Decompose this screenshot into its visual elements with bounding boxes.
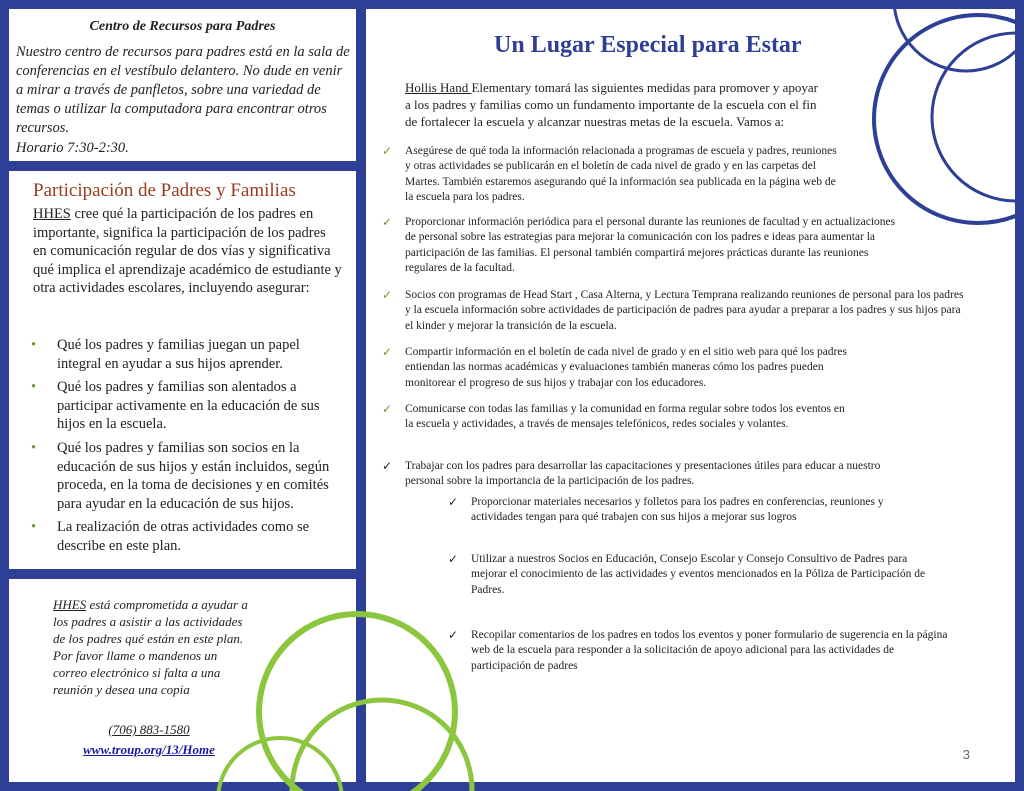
bullet-icon: •	[31, 379, 37, 396]
website-link[interactable]: www.troup.org/13/Home	[83, 742, 215, 757]
list-item	[382, 345, 851, 391]
participation-title: Participación de Padres y Familias	[33, 180, 296, 201]
participation-body	[33, 205, 343, 298]
school-name: Hollis Hand	[405, 80, 472, 95]
check-icon: ✓	[382, 144, 393, 158]
item-text: Socios con programas de Head Start , Casa Alterna, y Lectura Temprana realizando reuniones de personal para los padres y la escuela información sobre actividades de participación de padres para ayudar a preparar a los padres y sus hijos para el kinder y mejorar la transición de la escuela.	[405, 289, 964, 332]
list-item	[382, 288, 965, 334]
right-intro	[405, 79, 820, 130]
check-icon: ✓	[448, 495, 459, 509]
resource-center-hours: Horario 7:30-2:30.	[16, 140, 129, 156]
contact-message: está comprometida a ayudar a los padres a asistir a las actividades de los padres qué están en este plan. Por favor llame o mandenos un correo electrónico si falta a una reunión y desea una copia	[53, 597, 248, 697]
check-icon: ✓	[382, 215, 393, 229]
school-abbrev: HHES	[33, 206, 71, 222]
participation-body-text: cree qué la participación de los padres en importante, significa la participación de los padres en comunicación regular de dos vías y significativa qué implica el aprendizaje académico de estudiante y otra actividades escolares, incluyendo asegurar:	[33, 206, 342, 297]
check-icon: ✓	[448, 552, 459, 566]
bullet-text: Qué los padres y familias juegan un papel integral en ayudar a sus hijos aprender.	[57, 337, 300, 372]
bullet-icon: •	[31, 439, 37, 456]
list-item	[25, 439, 345, 513]
item-text: Proporcionar materiales necesarios y folletos para los padres en conferencias, reuniones y actividades tengan para qué trabajen con sus hijos a mejorar sus logros	[471, 496, 884, 524]
sub-list-item	[448, 495, 911, 526]
check-icon: ✓	[382, 402, 393, 416]
bullet-text: Qué los padres y familias son alentados a participar activamente en la educación de sus hijos en la escuela.	[57, 379, 320, 433]
item-text: Trabajar con los padres para desarrollar las capacitaciones y presentaciones útiles para educar a nuestro personal sobre la importancia de la participación de los padres.	[405, 460, 881, 488]
list-item	[382, 215, 905, 277]
contact-panel	[9, 579, 356, 782]
item-text: Asegúrese de qué toda la información relacionada a programas de escuela y padres, reuniones y otras actividades se publicarán en el boletín de cada nivel de grado y en las carpetas del Martes. También estaremos asegurando qué la información sea publicada en la página web de la escuela para los padres.	[405, 145, 837, 204]
resource-center-panel	[9, 9, 356, 161]
item-text: Comunicarse con todas las familias y la comunidad en forma regular sobre todos los eventos en la escuela y actividades, a través de mensajes telefónicos, redes sociales y volantes.	[405, 403, 845, 431]
contact-text	[53, 596, 253, 698]
list-item	[382, 144, 845, 206]
school-abbrev: HHES	[53, 597, 87, 612]
sub-list-item	[448, 552, 931, 598]
item-text: Compartir información en el boletín de cada nivel de grado y en el sitio web para qué los padres entiendan las normas académicas y evaluaciones también maneras cómo los padres pueden monitorear el progreso de sus hijos y trabajar con los educadores.	[405, 346, 847, 389]
list-item	[382, 459, 905, 490]
check-icon: ✓	[382, 345, 393, 359]
item-text: Proporcionar información periódica para el personal durante las reuniones de facultad y en actualizaciones de personal sobre las estrategias para mejorar la comunicación con los padres e ideas para aumentar la participación de las familias. El personal también compartirá mejores prácticas durante las reuniones regulares de la facultad.	[405, 216, 896, 275]
resource-center-body: Nuestro centro de recursos para padres está en la sala de conferencias en el vestíbulo delantero. No dude en venir a mirar a través de panfletos, sobre una variedad de temas o utilizar la computadora para encontrar otros recursos.	[16, 44, 350, 136]
bullet-text: Qué los padres y familias son socios en la educación de sus hijos y están incluidos, según proceda, en la toma de decisiones y en comités para ayudar en la educación de sus hijos.	[57, 439, 330, 512]
check-icon: ✓	[382, 288, 393, 302]
list-item	[25, 518, 345, 555]
page-title: Un Lugar Especial para Estar	[494, 32, 802, 58]
page-number: 3	[962, 747, 970, 762]
main-panel	[366, 9, 1015, 782]
list-item	[25, 378, 345, 434]
list-item	[382, 402, 851, 433]
bullet-icon: •	[31, 337, 37, 353]
sub-list-item	[448, 628, 951, 674]
list-item	[25, 336, 345, 373]
participation-panel	[9, 171, 356, 569]
check-icon: ✓	[448, 628, 459, 642]
phone-number[interactable]: (706) 883-1580	[108, 722, 190, 737]
resource-center-title: Centro de Recursos para Padres	[89, 19, 276, 34]
item-text: Recopilar comentarios de los padres en todos los eventos y poner formulario de sugerencia en la página web de la escuela para responder a la solicitación de apoyo adicional para las actividades de participación de padres	[471, 629, 948, 672]
bullet-icon: •	[31, 519, 37, 536]
right-intro-text: Elementary tomará las siguientes medidas para promover y apoyar a los padres y familias como un fundamento importante de la escuela con el fin de fortalecer la escuela y alcanzar nuestras metas de la escuela. Vamos a:	[405, 80, 818, 129]
check-icon: ✓	[382, 459, 393, 473]
participation-bullets	[25, 336, 345, 561]
bullet-text: La realización de otras actividades como se describe en este plan.	[57, 519, 310, 554]
item-text: Utilizar a nuestros Socios en Educación, Consejo Escolar y Consejo Consultivo de Padres para mejorar el conocimiento de las actividades y eventos mencionados en la Póliza de Participación de Padres.	[471, 553, 926, 596]
